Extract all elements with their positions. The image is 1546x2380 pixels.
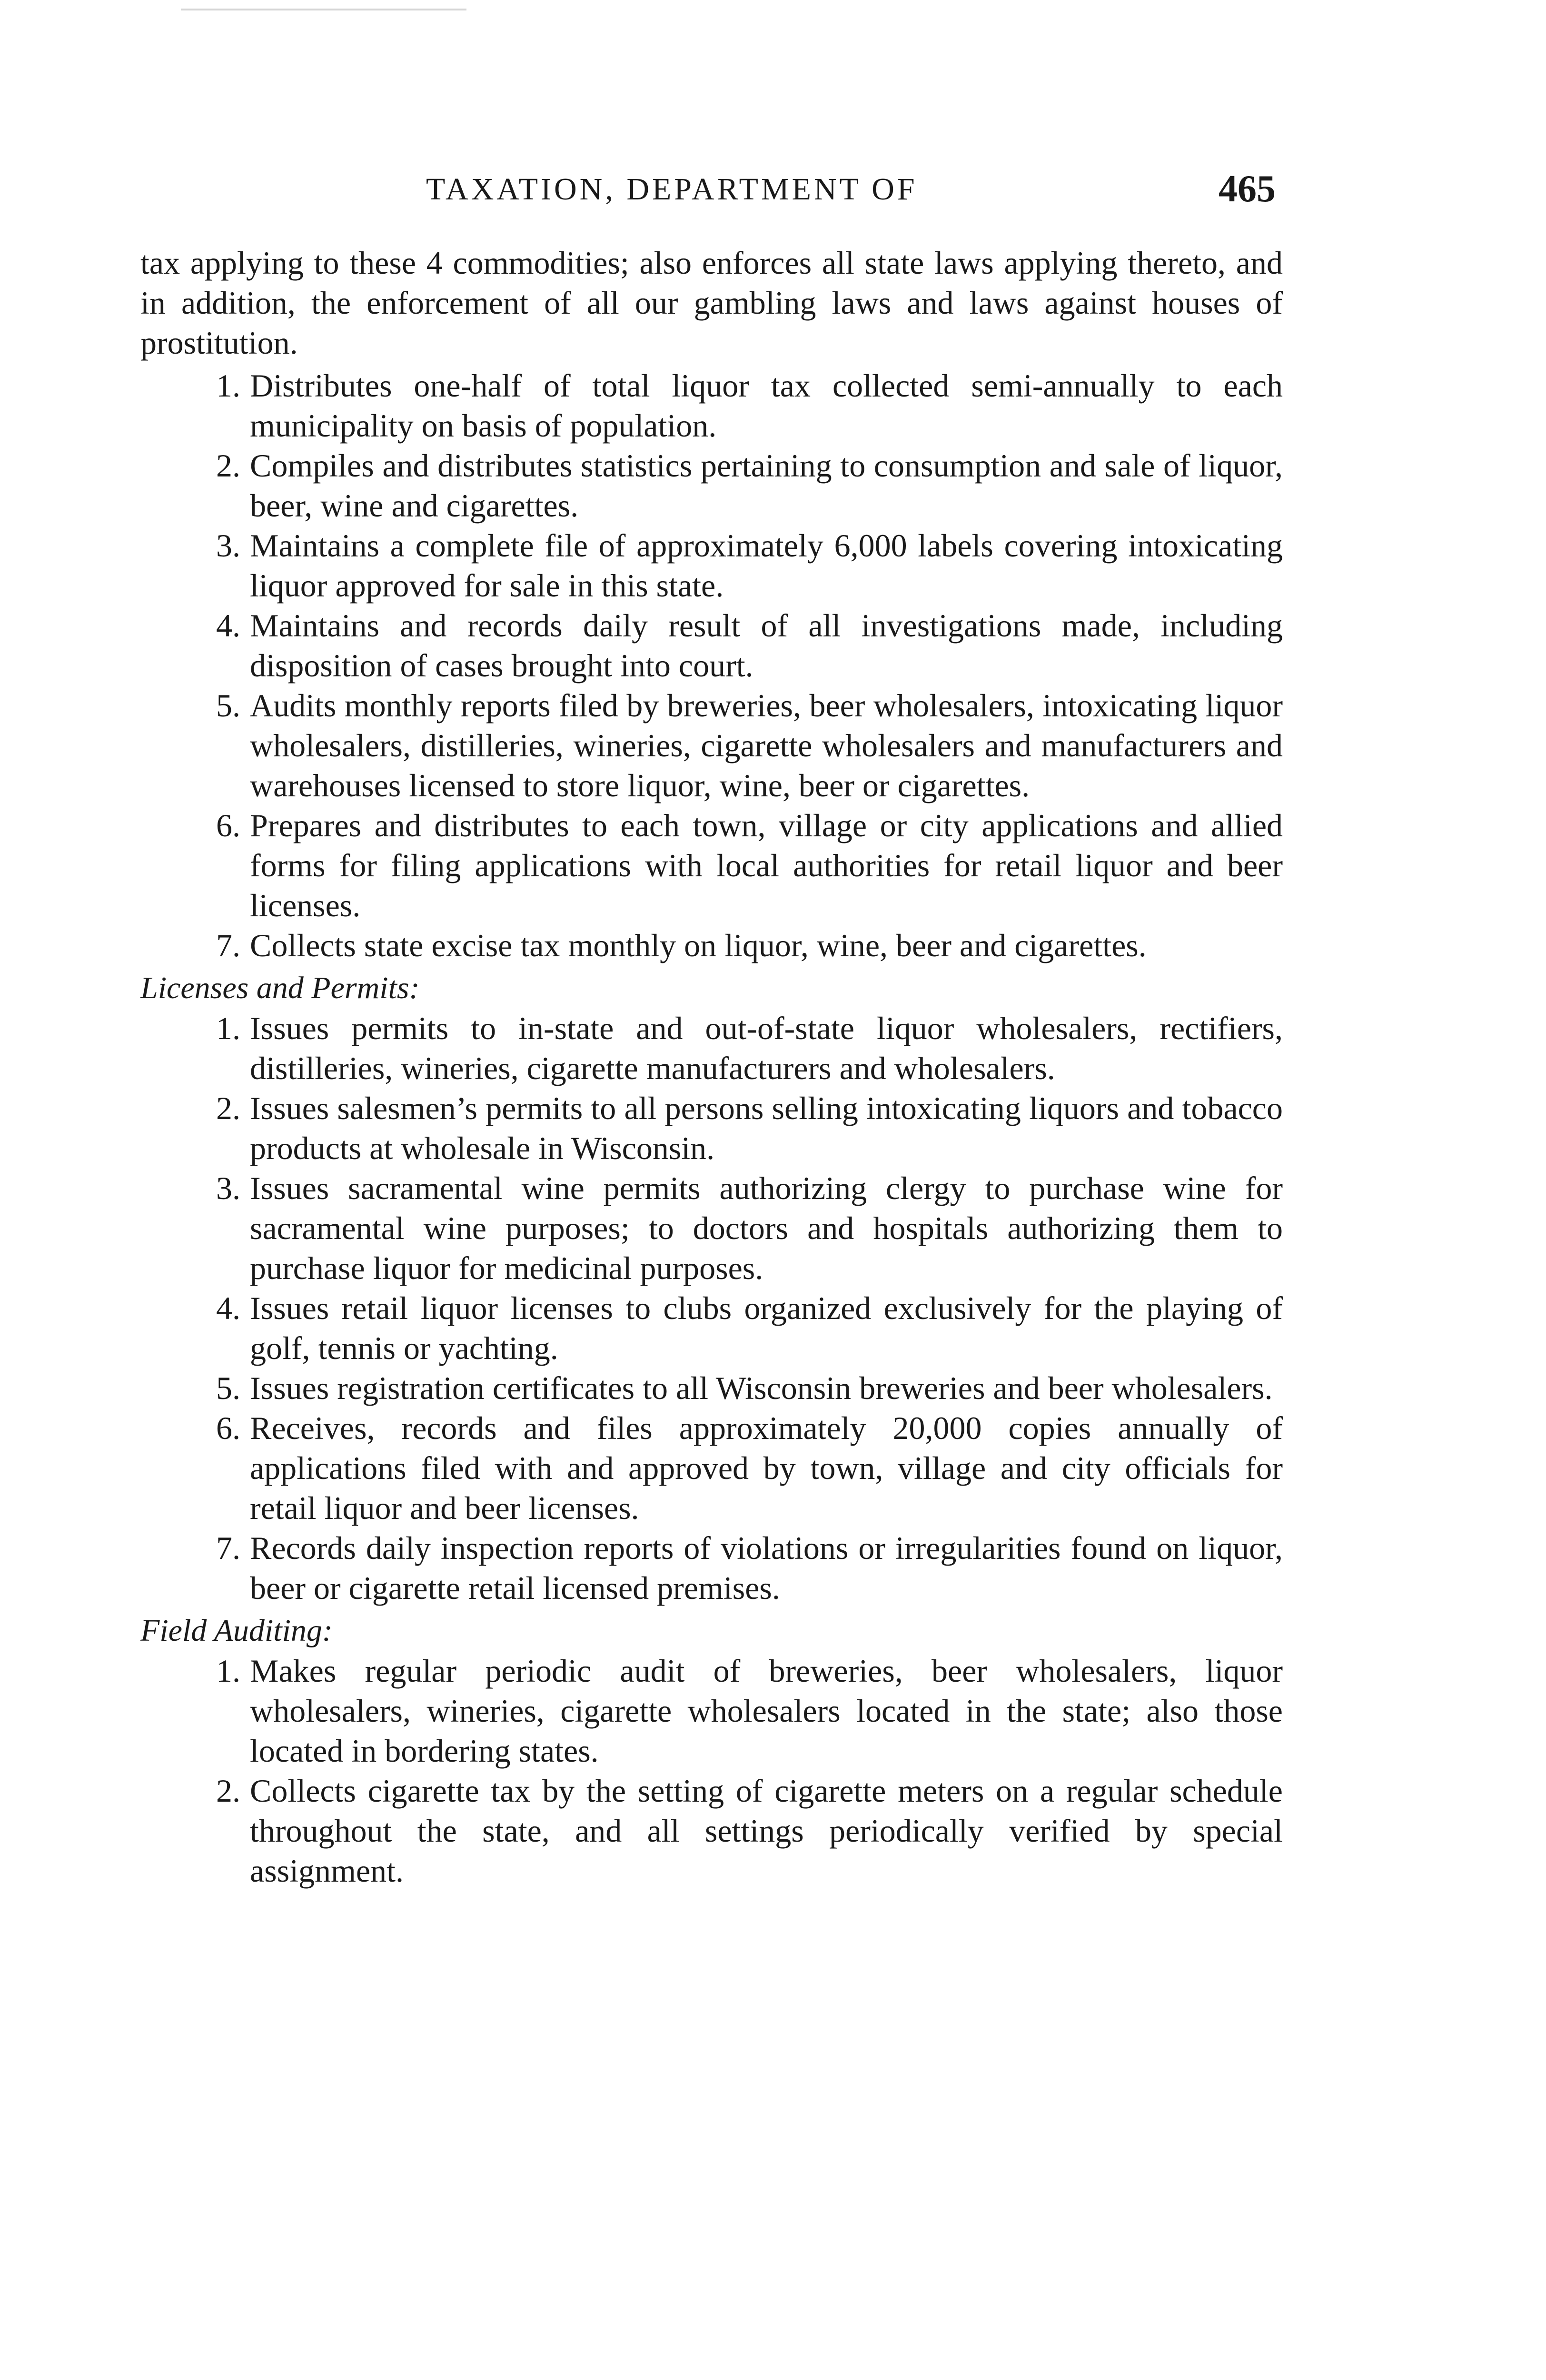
item-text: Issues retail liquor licenses to clubs organized exclusively for the playing of golf, tennis or yachting. [250, 1290, 1283, 1366]
item-number: 2. [216, 1773, 240, 1809]
item-number: 6. [216, 1410, 240, 1446]
item-number: 5. [216, 687, 240, 724]
item-text: Receives, records and files approximately 20,000 copies annually of applications filed with and approved by town, village and city officials for retail liquor and beer licenses. [250, 1410, 1283, 1526]
scan-mark-top [181, 9, 466, 10]
licenses-heading: Licenses and Permits: [140, 971, 420, 1005]
field-auditing-heading: Field Auditing: [140, 1613, 333, 1648]
list-item [140, 605, 1283, 685]
list-item [140, 1408, 1283, 1528]
list-item [140, 1168, 1283, 1288]
item-number: 2. [216, 1090, 240, 1126]
item-number: 7. [216, 1530, 240, 1566]
item-number: 7. [216, 927, 240, 963]
item-number: 1. [216, 1010, 240, 1046]
item-text: Maintains and records daily result of all investigations made, including disposition of cases brought into court. [250, 607, 1283, 684]
list-item [140, 1368, 1283, 1408]
item-number: 1. [216, 367, 240, 404]
licenses-list [140, 1008, 1283, 1608]
item-text: Audits monthly reports filed by breweries, beer wholesalers, intoxicating liquor wholesalers, distilleries, wineries, cigarette wholesalers and manufacturers and warehouses licensed to store liquor, wine, beer or cigarettes. [250, 687, 1283, 803]
list-item [140, 1008, 1283, 1088]
field-auditing-list [140, 1651, 1283, 1891]
item-text: Distributes one-half of total liquor tax collected semi-annually to each municipality on basis of population. [250, 367, 1283, 444]
intro-paragraph: tax applying to these 4 commodities; also enforces all state laws applying thereto, and in addition, the enforcement of all our gambling laws and laws against houses of prostitution. [140, 245, 1283, 361]
item-text: Maintains a complete file of approximately 6,000 labels covering intoxicating liquor approved for sale in this state. [250, 527, 1283, 604]
item-number: 6. [216, 807, 240, 843]
list-item [140, 1771, 1283, 1891]
item-text: Issues salesmen’s permits to all persons selling intoxicating liquors and tobacco products at wholesale in Wisconsin. [250, 1090, 1283, 1166]
item-number: 3. [216, 527, 240, 564]
item-text: Compiles and distributes statistics pertaining to consumption and sale of liquor, beer, wine and cigarettes. [250, 447, 1283, 524]
item-text: Issues permits to in-state and out-of-state liquor wholesalers, rectifiers, distilleries, wineries, cigarette manufacturers and wholesalers. [250, 1010, 1283, 1086]
item-number: 1. [216, 1653, 240, 1689]
page-number: 465 [1219, 168, 1276, 210]
item-number: 4. [216, 607, 240, 644]
item-number: 2. [216, 447, 240, 484]
list-item [140, 1088, 1283, 1168]
item-text: Issues sacramental wine permits authorizing clergy to purchase wine for sacramental wine purposes; to doctors and hospitals authorizing them to purchase liquor for medicinal purposes. [250, 1170, 1283, 1286]
list-item [140, 685, 1283, 805]
list-item [140, 446, 1283, 526]
item-number: 5. [216, 1370, 240, 1406]
list-item [140, 925, 1283, 965]
item-text: Records daily inspection reports of violations or irregularities found on liquor, beer or cigarette retail licensed premises. [250, 1530, 1283, 1606]
running-head: TAXATION, DEPARTMENT OF [426, 172, 918, 207]
item-number: 3. [216, 1170, 240, 1206]
list-item [140, 1288, 1283, 1368]
item-number: 4. [216, 1290, 240, 1326]
item-text: Collects cigarette tax by the setting of cigarette meters on a regular schedule throughout the state, and all settings periodically verified by special assignment. [250, 1773, 1283, 1889]
list-item [140, 1528, 1283, 1608]
item-text: Prepares and distributes to each town, village or city applications and allied forms for filing applications with local authorities for retail liquor and beer licenses. [250, 807, 1283, 923]
item-text: Collects state excise tax monthly on liquor, wine, beer and cigarettes. [250, 927, 1147, 963]
list-item [140, 805, 1283, 925]
general-duties-list [140, 366, 1283, 965]
book-page [140, 168, 1283, 1891]
list-item [140, 1651, 1283, 1771]
page-header [140, 168, 1283, 224]
item-text: Issues registration certificates to all Wisconsin breweries and beer wholesalers. [250, 1370, 1273, 1406]
list-item [140, 526, 1283, 605]
list-item [140, 366, 1283, 446]
item-text: Makes regular periodic audit of breweries, beer wholesalers, liquor wholesalers, wineries, cigarette wholesalers located in the state; also those located in bordering states. [250, 1653, 1283, 1769]
